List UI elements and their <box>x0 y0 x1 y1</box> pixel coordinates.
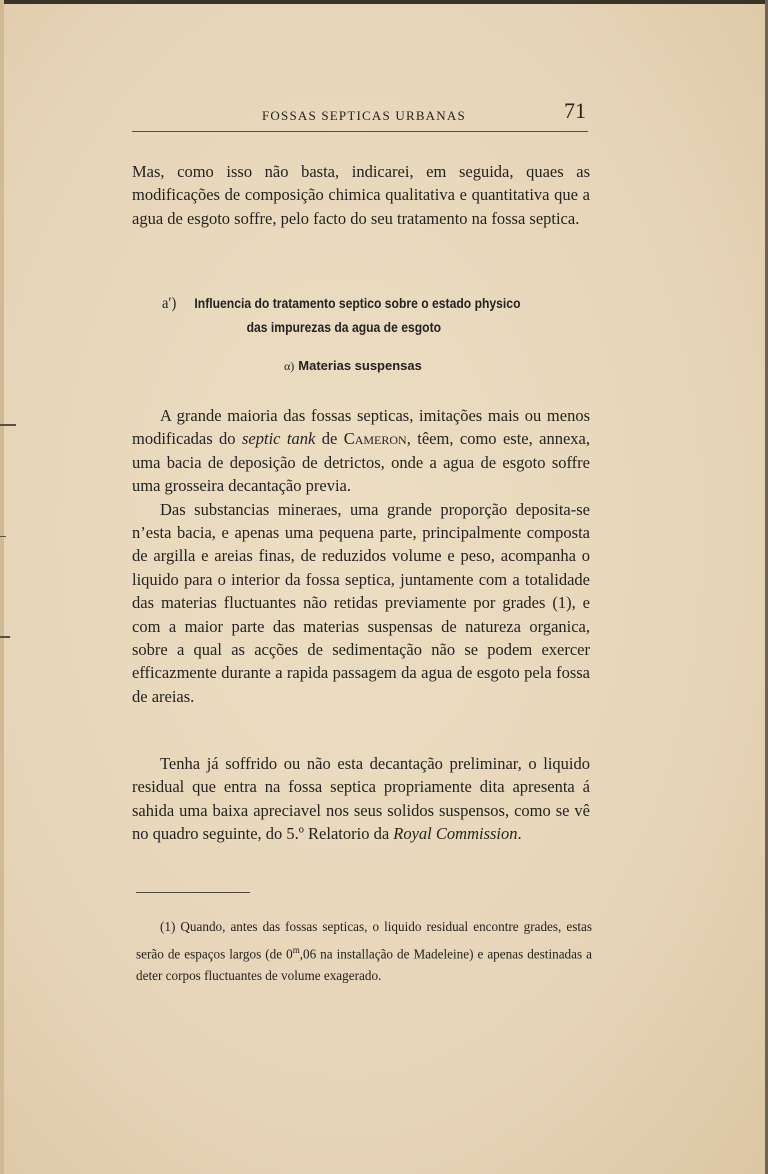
footnote-rule <box>136 892 250 893</box>
section-marker: a′) <box>162 295 177 312</box>
paragraph-intro: Mas, como isso não basta, indicarei, em seguida, quaes as modificações de composição chimica qualitativa e quantitativa que a agua de esgoto soffre, pelo facto do seu tratamento na fossa septica. <box>132 162 590 228</box>
paragraph-mineral-substances: Das substancias mineraes, uma grande proporção deposita-se n’esta bacia, e apenas uma pequena parte, principalmente composta de argilla e areias finas, de reduzidos volume e peso, acompanha o liquido para o interior da fossa septica, juntamente com a totalidade das materias fluctuantes não retidas previamente por grades (1), e com a maior parte das materias suspensas de natureza organica, sobre a qual as acções de sedimentação não se podem exercer efficazmente durante a rapida passagem da agua de esgoto pela fossa de areias. <box>132 499 590 706</box>
margin-mark <box>0 536 6 537</box>
intro-paragraph-block <box>132 160 590 230</box>
scan-edge-left <box>0 0 4 1174</box>
text-run: . <box>517 824 522 844</box>
body-paragraph-block <box>132 404 590 708</box>
author-name: Cameron <box>343 429 407 449</box>
page-header <box>130 98 588 132</box>
footnote-text <box>136 916 592 988</box>
paragraph-preliminary-decantation <box>132 752 590 846</box>
paragraph-septic-tank <box>132 404 590 498</box>
text-run: A grande maioria das fossas septicas, imitações mais ou menos modificadas do <box>132 406 590 449</box>
text-run: ,06 na installação de Madeleine) e apenas destinadas a deter corpos fluctuantes de volume exagerado. <box>136 945 592 984</box>
page-number: 71 <box>564 98 586 123</box>
subsection-marker: α) <box>284 359 295 373</box>
closing-paragraph-block <box>132 752 590 846</box>
footnote <box>136 916 592 988</box>
running-title: FOSSAS SEPTICAS URBANAS <box>262 108 466 123</box>
margin-mark <box>0 424 16 426</box>
italic-title: Royal Commission <box>393 824 518 844</box>
subsection-heading <box>284 358 422 374</box>
margin-mark <box>0 636 10 638</box>
subsection-title: Materias suspensas <box>298 358 422 373</box>
section-heading-line1: Influencia do tratamento septico sobre o estado physico <box>194 296 521 311</box>
italic-term: septic tank <box>241 429 316 449</box>
section-heading-line2: das impurezas da agua de esgoto <box>246 320 442 335</box>
header-rule <box>132 131 588 132</box>
text-run: Tenha já soffrido ou não esta decantação preliminar, o liquido residual que entra na fossa septica propriamente dita apresenta á sahida uma baixa apreciavel nos seus solidos suspensos, como se vê no quadro seguinte, do 5.º Relatorio da <box>132 754 590 844</box>
scan-edge-top <box>0 0 768 4</box>
section-heading <box>162 292 540 340</box>
superscript-unit: m <box>292 944 300 955</box>
text-run: , têem, como este, annexa, uma bacia de deposição de detrictos, onde a agua de esgoto soffre uma grosseira decantação previa. <box>132 429 590 496</box>
text-run: (1) Quando, antes das fossas septicas, o liquido residual encontre grades, estas serão de espaços largos (de 0 <box>136 919 592 961</box>
text-run: de <box>315 429 344 449</box>
